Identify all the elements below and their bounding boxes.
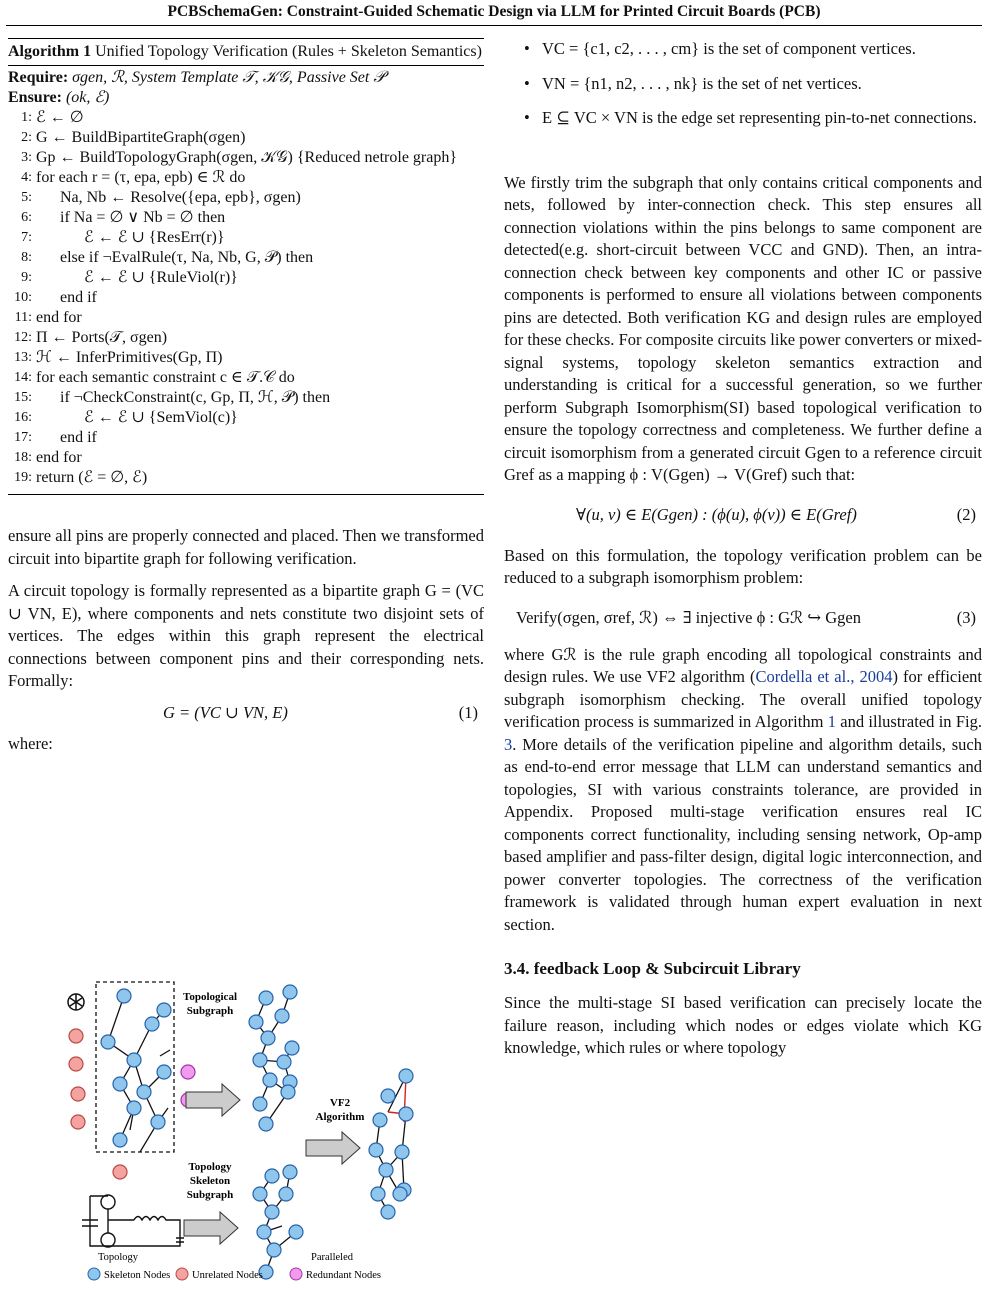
algorithm-line-number: 15: (14, 390, 32, 405)
algorithm-line-text: ℰ ← ℰ ∪ {RuleViol(r)} (84, 269, 238, 286)
algorithm-line (8, 268, 484, 288)
algorithm-line-number: 16: (14, 410, 32, 425)
equation-2-body: ∀(u, v) ∈ E(Ggen) : (ϕ(u), ϕ(v)) ∈ E(Gref) (576, 504, 857, 524)
algorithm-line (8, 228, 484, 248)
algorithm-line (8, 328, 484, 348)
legend-skeleton-nodes: Skeleton Nodes (104, 1270, 171, 1281)
label-subgraph: Subgraph (186, 1005, 234, 1017)
paragraph-bipartite: A circuit topology is formally represented as a bipartite graph G = (VC ∪ VN, E), where components and nets constitute two disjoint sets of vertices. The edges within this graph represent the electrical connections between component pins and their corresponding nets. Formally: (8, 581, 484, 690)
equation-2-number: (2) (956, 504, 976, 524)
legend-unrelated-nodes: Unrelated Nodes (192, 1270, 263, 1281)
figure-svg (60, 980, 420, 1290)
algorithm-box (8, 38, 484, 495)
algorithm-body (8, 66, 484, 494)
algorithm-line (8, 168, 484, 188)
algorithm-line-text: end for (36, 449, 82, 466)
algorithm-line-text: ℰ ← ℰ ∪ {ResErr(r)} (84, 229, 225, 246)
algorithm-line-number: 6: (21, 210, 32, 225)
algorithm-line (8, 388, 484, 408)
algorithm-line-number: 18: (14, 450, 32, 465)
algorithm-line-number: 7: (21, 230, 32, 245)
algorithm-line-text: G ← BuildBipartiteGraph(σgen) (36, 129, 246, 146)
label-skeleton-subgraph: Subgraph (186, 1189, 234, 1201)
algorithm-line (8, 408, 484, 428)
algorithm-line-text: Gp ← BuildTopologyGraph(σgen, 𝒦𝒢) {Reduced netrole graph} (36, 149, 458, 166)
algorithm-require: Require: σgen, ℛ, System Template 𝒯, 𝒦𝒢, Passive Set 𝒫 (8, 69, 385, 86)
bullet-net-vertices: • VN = {n1, n2, . . . , nk} is the set of net vertices. (524, 73, 862, 93)
paragraph-trim-subgraph: We firstly trim the subgraph that only contains critical components and nets, followed by inter-connection check. This step ensures all connection violations within the pins belongs to same component are detected(e.g. short-circuit between VCC and GND). Then, an intra-connection check between key components and other IC or passive components is performed to ensure all violations between components pins are detected. Both verification KG and design rules are employed for these checks. For composite circuits like power converters or mixed-signal systems, topology skeleton semantics extraction and understanding is critical for a successful generation, so we further perform Subgraph Isomorphism(SI) based topological verification to ensure the topology correctness and completeness. We further define a circuit isomorphism from a generated circuit Ggen to a reference circuit Gref as a mapping ϕ : V(Ggen) → V(Gref) such that: (504, 172, 982, 484)
algorithm-line (8, 188, 484, 208)
algorithm-line-number: 19: (14, 470, 32, 485)
label-algorithm: Algorithm (315, 1111, 365, 1123)
algorithm-line (8, 348, 484, 368)
header-rule (6, 25, 982, 26)
algorithm-line-number: 14: (14, 370, 32, 385)
algorithm-line-text: if ¬CheckConstraint(c, Gp, Π, ℋ, 𝒫) then (60, 389, 331, 406)
equation-3 (504, 606, 982, 630)
label-vf2: VF2 (329, 1097, 351, 1109)
algorithm-line (8, 308, 484, 328)
equation-1 (8, 701, 484, 725)
algorithm-line-text: end if (60, 429, 97, 446)
algorithm-line-number: 11: (14, 310, 32, 325)
algorithm-line (8, 108, 484, 128)
algorithm-line-text: end for (36, 309, 82, 326)
algorithm-line-number: 12: (14, 330, 32, 345)
paragraph-formulation: Based on this formulation, the topology verification problem can be reduced to a subgraph isomorphism problem: (504, 545, 982, 587)
algorithm-line (8, 288, 484, 308)
algorithm-line-number: 1: (21, 110, 32, 125)
label-topology: Topology (188, 1161, 232, 1173)
ref-algorithm-1[interactable]: 1 (827, 712, 836, 731)
paragraph-vf2: where Gℛ is the rule graph encoding all topological constraints and design rules. We use VF2 algorithm (Cordella et al., 2004) for efficient subgraph isomorphism checking. The overall unified topology verification process is summarized in Algorithm 1 and illustrated in Fig. 3. More details of the verification pipeline and algorithm details, such as end-to-end error message that LLM can understand semantics and topologies, SI with various constraints tolerance, are provided in Appendix. Proposed multi-stage verification ensures real IC components correct functionality, including sensing network, Op-amp based amplifier and pass-filter design, digital logic interconnection, and power converter topologies. The correctness of the verification framework is validated through human expert evaluation in next section. (504, 644, 982, 934)
equation-2 (504, 503, 982, 527)
algorithm-line-text: for each semantic constraint c ∈ 𝒯.𝒞 do (36, 369, 295, 386)
paragraph-pins: ensure all pins are properly connected and placed. Then we transformed circuit into bipartite graph for following verification. (8, 526, 484, 568)
legend-topology: Topology (97, 1252, 139, 1263)
equation-1-number: (1) (458, 702, 478, 722)
label-topological: Topological (183, 991, 237, 1003)
left-column (8, 38, 484, 755)
section-heading-feedback-loop: 3.4. feedback Loop & Subcircuit Library (504, 959, 801, 978)
vertex-set-bullets (504, 38, 982, 130)
right-column (504, 38, 982, 1060)
legend-redundant-nodes: Redundant Nodes (306, 1270, 381, 1281)
algorithm-label: Algorithm 1 (8, 43, 92, 60)
algorithm-title (8, 39, 484, 66)
algorithm-line-text: Π ← Ports(𝒯, σgen) (36, 329, 168, 346)
algorithm-line-number: 2: (21, 130, 32, 145)
algorithm-line-text: return (ℰ = ∅, ℰ) (36, 469, 148, 486)
algorithm-line (8, 248, 484, 268)
citation-cordella[interactable]: Cordella et al., 2004 (755, 667, 893, 686)
equation-3-body: Verify(σgen, σref, ℛ) ⇔ ∃ injective ϕ : Gℛ ↪ Ggen (516, 607, 861, 627)
verification-figure (60, 980, 420, 1290)
algorithm-lines (8, 108, 484, 488)
algorithm-line-text: if Na = ∅ ∨ Nb = ∅ then (60, 209, 226, 226)
algorithm-line-text: else if ¬EvalRule(τ, Na, Nb, G, 𝒫) then (60, 249, 314, 266)
where-label: where: (8, 733, 53, 753)
algorithm-line-number: 17: (14, 430, 32, 445)
algorithm-line-number: 3: (21, 150, 32, 165)
algorithm-ensure: Ensure: (ok, ℰ) (8, 89, 110, 106)
algorithm-line-number: 10: (14, 290, 32, 305)
legend-paralleled: Paralleled (311, 1252, 353, 1263)
algorithm-line-text: ℰ ← ℰ ∪ {SemViol(c)} (84, 409, 238, 426)
ref-figure-3[interactable]: 3 (504, 734, 513, 754)
arrow-vf2 (306, 1097, 364, 1164)
algorithm-line-number: 5: (21, 190, 32, 205)
bullet-edge-set: • E ⊆ VC × VN is the edge set representing pin-to-net connections. (524, 108, 977, 127)
unrelated-node-group (69, 1029, 127, 1179)
algorithm-line (8, 448, 484, 468)
algorithm-line-text: end if (60, 289, 97, 306)
circuit-schematic (82, 1195, 184, 1247)
llm-logo-icon (68, 994, 84, 1010)
algorithm-line-number: 8: (21, 250, 32, 265)
algorithm-line (8, 208, 484, 228)
algorithm-line (8, 148, 484, 168)
bullet-component-vertices: • VC = {c1, c2, . . . , cm} is the set of component vertices. (524, 39, 916, 58)
algorithm-line (8, 428, 484, 448)
equation-1-body: G = (VC ∪ VN, E) (163, 702, 288, 722)
equation-3-number: (3) (956, 607, 976, 627)
algorithm-line-text: ℰ ← ∅ (36, 109, 84, 126)
algorithm-line (8, 468, 484, 488)
algorithm-line (8, 368, 484, 388)
paragraph-feedback: Since the multi-stage SI based verification can precisely locate the failure reason, including which nodes or edges violate which KG knowledge, which rules or where topology (504, 993, 982, 1057)
figure-legend (88, 1252, 381, 1281)
algorithm-line-text: ℋ ← InferPrimitives(Gp, Π) (36, 349, 223, 366)
arrow-skeleton (184, 1161, 238, 1244)
algorithm-line-number: 9: (21, 270, 32, 285)
algorithm-line-text: for each r = (τ, epa, epb) ∈ ℛ do (36, 169, 246, 186)
algorithm-name: Unified Topology Verification (Rules + Skeleton Semantics) (95, 43, 482, 60)
arrow-topological (183, 991, 240, 1116)
algorithm-line-number: 4: (21, 170, 32, 185)
running-header: PCBSchemaGen: Constraint-Guided Schematic Design via LLM for Printed Circuit Boards (PCB) (167, 3, 821, 20)
algorithm-line-text: Na, Nb ← Resolve({epa, epb}, σgen) (60, 189, 301, 206)
algorithm-line-number: 13: (14, 350, 32, 365)
label-skeleton: Skeleton (189, 1175, 231, 1187)
algorithm-line (8, 128, 484, 148)
